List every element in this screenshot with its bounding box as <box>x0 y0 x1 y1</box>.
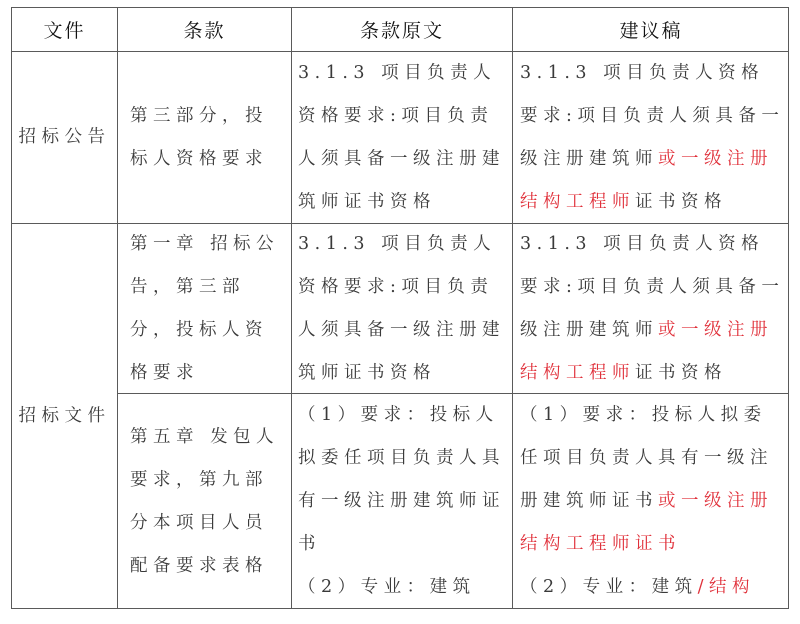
proposal-highlight: 或一级注册结构工程师 <box>520 319 773 383</box>
proposal-text <box>520 566 786 609</box>
proposal-text <box>520 52 786 224</box>
proposal-segment: （1）要求：投标人拟委任项目负责人具有一级注册建筑师证书 <box>520 405 773 511</box>
header-clause <box>118 8 291 51</box>
clause-text: 第五章 发包人要求，第九部分本项目人员配备要求表格 <box>130 426 280 576</box>
header-original <box>292 8 512 51</box>
clause-text: 第一章 招标公告，第三部分，投标人资格要求 <box>130 233 280 383</box>
row1-file <box>12 52 117 223</box>
proposal-segment: 证书资格 <box>635 191 727 212</box>
proposal-segment: 证书资格 <box>635 362 727 383</box>
original-text: （2）专业：建筑 <box>298 577 476 597</box>
original-text: 3.1.3 项目负责人资格要求:项目负责人须具备一级注册建筑师证书资格 <box>298 233 505 383</box>
row3-clause <box>130 394 288 609</box>
row3-proposal <box>520 394 786 609</box>
row2-clause <box>130 224 288 393</box>
proposal-highlight: 或一级注册结构工程师 <box>520 148 773 212</box>
header-label: 文件 <box>43 20 86 42</box>
clause-text: 第三部分，投标人资格要求 <box>130 105 268 169</box>
proposal-segment: 3.1.3 项目负责人资格要求:项目负责人须具备一级注册建筑师 <box>520 62 785 169</box>
column-divider <box>291 8 292 608</box>
proposal-highlight: /结构 <box>697 577 756 597</box>
header-label: 条款 <box>183 20 226 42</box>
header-file <box>12 8 117 51</box>
proposal-segment: （2）专业：建筑 <box>520 577 698 597</box>
file-label: 招标文件 <box>18 406 111 426</box>
row3-original <box>298 394 510 609</box>
proposal-highlight: 或一级注册结构工程师证书 <box>520 491 773 554</box>
row1-proposal <box>520 52 786 223</box>
column-divider <box>512 8 513 608</box>
row1-clause <box>130 52 288 223</box>
comparison-table <box>11 7 789 609</box>
header-label: 条款原文 <box>359 20 444 42</box>
proposal-text <box>520 223 786 395</box>
row2-original <box>298 224 510 393</box>
column-divider <box>117 8 118 608</box>
file-label: 招标公告 <box>18 127 111 147</box>
row2-file <box>12 224 117 609</box>
original-text: 3.1.3 项目负责人资格要求:项目负责人须具备一级注册建筑师证书资格 <box>298 62 505 212</box>
proposal-segment: 3.1.3 项目负责人资格要求:项目负责人须具备一级注册建筑师 <box>520 233 785 340</box>
original-text: （1）要求：投标人拟委任项目负责人具有一级注册建筑师证书 <box>298 405 505 554</box>
header-proposal <box>513 8 789 51</box>
row1-original <box>298 52 510 223</box>
header-label: 建议稿 <box>619 20 683 42</box>
proposal-text <box>520 394 786 566</box>
row2-proposal <box>520 224 786 393</box>
